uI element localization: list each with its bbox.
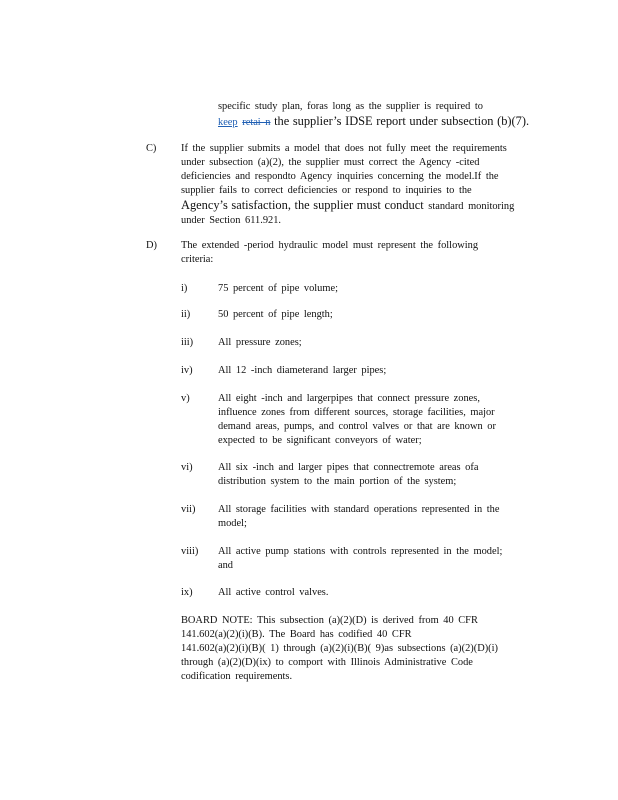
section-c-line-1: If the supplier submits a model that does not fully meet the requirements	[181, 143, 507, 154]
criteria-item-number: ii)	[181, 309, 191, 320]
criteria-item-text: All eight -inch and largerpipes that connect pressure zones, influence zones from different sources, storage facilities, major demand areas, pumps, and control valves or that are known or expected to be significant conveyors of water;	[218, 393, 496, 446]
deleted-text-retain: retai n	[242, 117, 271, 128]
criteria-item-number: v)	[181, 393, 190, 404]
section-c-line-5-emphasis: Agency’s satisfaction, the supplier must conduct	[181, 198, 424, 212]
board-note-line-2: 141.602(a)(2)(i)(B). The Board has codified 40 CFR	[181, 629, 412, 640]
section-c-line-6: under Section 611.921.	[181, 215, 282, 226]
section-c-paragraph	[181, 142, 541, 228]
board-note-line-5: codification requirements.	[181, 671, 293, 682]
section-d-label: D)	[146, 240, 157, 251]
board-note-line-1: BOARD NOTE: This subsection (a)(2)(D) is derived from 40 CFR	[181, 615, 478, 626]
section-d-line-1: The extended -period hydraulic model must represent the following	[181, 240, 479, 251]
intro-line-1: specific study plan, foras long as the supplier is required to	[218, 101, 483, 112]
criteria-item-number: iv)	[181, 365, 193, 376]
criteria-item-number: vi)	[181, 462, 193, 473]
criteria-item-text: 75 percent of pipe volume;	[218, 283, 338, 294]
criteria-item-number: iii)	[181, 337, 194, 348]
criteria-item-text: All 12 -inch diameterand larger pipes;	[218, 365, 387, 376]
board-note	[181, 614, 541, 684]
section-c-line-2: under subsection (a)(2), the supplier must correct the Agency -cited	[181, 157, 480, 168]
criteria-item-text: All active pump stations with controls represented in the model; and	[218, 546, 503, 571]
criteria-item-number: i)	[181, 283, 188, 294]
section-c-line-5	[181, 198, 541, 214]
section-c-label: C)	[146, 143, 157, 154]
board-note-line-3: 141.602(a)(2)(i)(B)( 1) through (a)(2)(i)(B)( 9)as subsections (a)(2)(D)(i)	[181, 643, 498, 654]
criteria-item-number: ix)	[181, 587, 193, 598]
criteria-item-text: All active control valves.	[218, 587, 329, 598]
section-c-line-4: supplier fails to correct deficiencies or respond to inquiries to the	[181, 185, 472, 196]
section-d-line-2: criteria:	[181, 254, 214, 265]
criteria-item-number: vii)	[181, 504, 196, 515]
board-note-line-4: through (a)(2)(D)(ix) to comport with Illinois Administrative Code	[181, 657, 473, 668]
criteria-item-text: All six -inch and larger pipes that connectremote areas ofa distribution system to the main portion of the system;	[218, 462, 479, 487]
criteria-item-text: 50 percent of pipe length;	[218, 309, 333, 320]
criteria-item-number: viii)	[181, 546, 199, 557]
intro-line-2-rest: the supplier’s IDSE report under subsection (b)(7).	[270, 114, 530, 128]
inserted-text-keep[interactable]: keep	[218, 117, 238, 128]
section-c-line-5-rest: standard monitoring	[423, 201, 515, 212]
criteria-item-text: All storage facilities with standard operations represented in the model;	[218, 504, 500, 529]
intro-line-2	[218, 114, 538, 130]
intro-paragraph	[218, 100, 538, 130]
criteria-item-text: All pressure zones;	[218, 337, 302, 348]
section-c-line-3: deficiencies and respondto Agency inquiries concerning the model.If the	[181, 171, 499, 182]
section-d-paragraph	[181, 239, 521, 267]
